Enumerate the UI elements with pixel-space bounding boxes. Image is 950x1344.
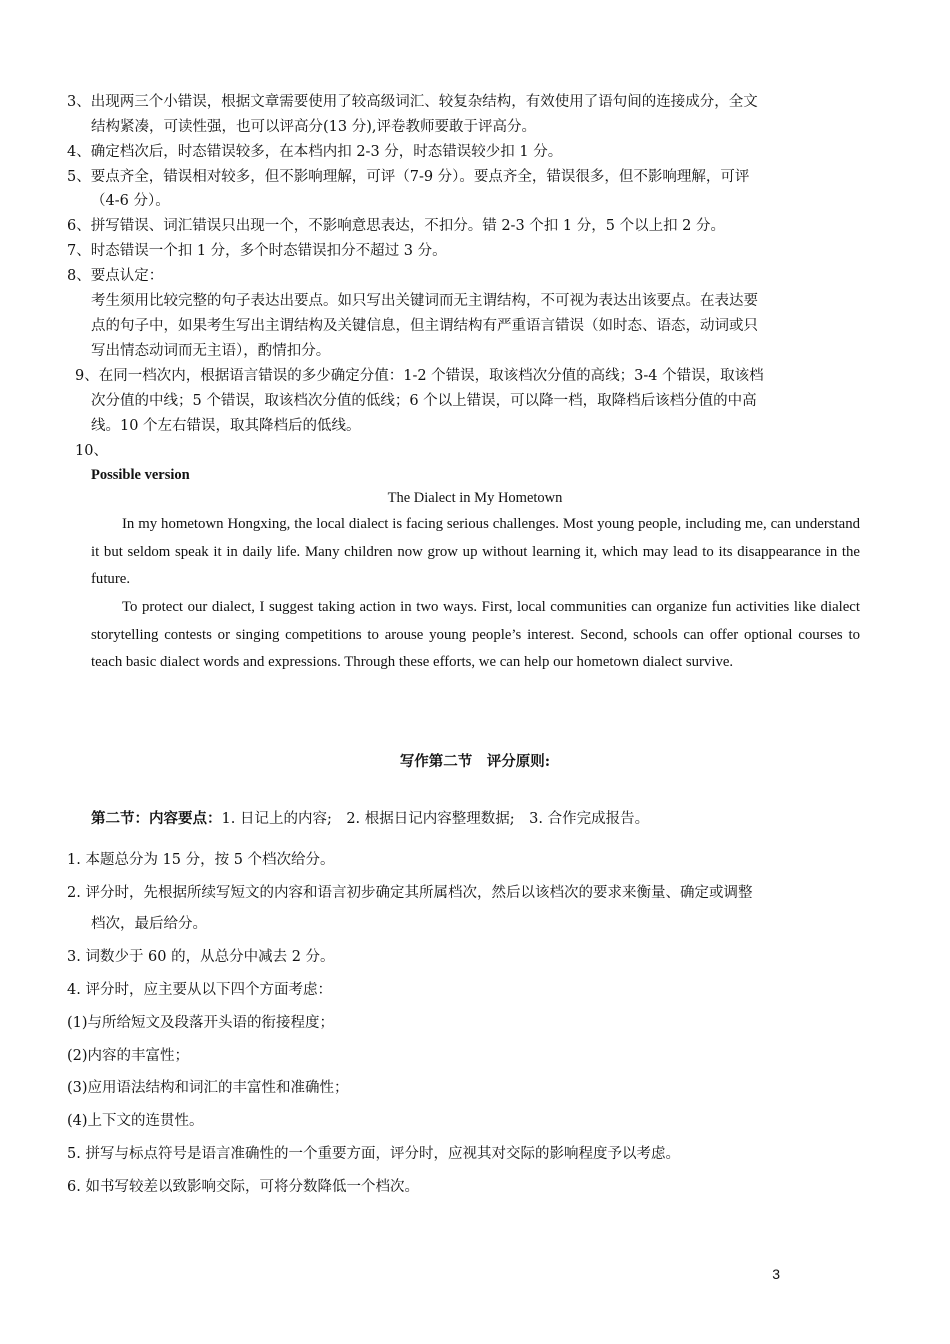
criterion-4-sub-1: (1)与所给短文及段落开头语的衔接程度；: [67, 1015, 335, 1031]
rule-5-line-1: 5、要点齐全，错误相对较多，但不影响理解，可评（7-9 分）。要点齐全，错误很多，但不影响理解，可评: [67, 169, 750, 185]
rule-3-line-2: 结构紧凑，可读性强，也可以评高分(13 分),评卷教师要敢于评高分。: [91, 119, 536, 135]
possible-version-label: Possible version: [91, 467, 190, 483]
rule-6: 6、拼写错误、词汇错误只出现一个，不影响意思表达，不扣分。错 2-3 个扣 1 分，5 个以上扣 2 分。: [67, 218, 726, 234]
criterion-4-sub-2: (2)内容的丰富性；: [67, 1048, 190, 1064]
rule-4: 4、确定档次后，时态错误较多，在本档内扣 2-3 分，时态错误较少扣 1 分。: [67, 144, 563, 160]
rule-8-detail-line-2: 点的句子中，如果考生写出主谓结构及关键信息，但主谓结构有严重语言错误（如时态、语态，动词或只: [91, 318, 758, 334]
rule-8-detail-line-1: 考生须用比较完整的句子表达出要点。如只写出关键词而无主谓结构，不可视为表达出该要点。在表达要: [91, 293, 758, 309]
rule-7: 7、时态错误一个扣 1 分，多个时态错误扣分不超过 3 分。: [67, 243, 447, 259]
criterion-5: 5. 拼写与标点符号是语言准确性的一个重要方面，评分时，应视其对交际的影响程度予以考虑。: [67, 1146, 680, 1162]
content-points-text: 1. 日记上的内容; 2. 根据日记内容整理数据; 3. 合作完成报告。: [221, 811, 650, 827]
criterion-4: 4. 评分时，应主要从以下四个方面考虑：: [67, 982, 332, 998]
essay-title: The Dialect in My Hometown: [387, 490, 563, 506]
rule-8: 8、要点认定：: [67, 268, 164, 284]
rule-9-line-3: 线。10 个左右错误，取其降档后的低线。: [91, 418, 361, 434]
criterion-2-line-2: 档次，最后给分。: [91, 916, 207, 932]
content-points-label: 第二节：内容要点：: [91, 810, 222, 827]
essay-paragraph-2: To protect our dialect, I suggest taking action in two ways. First, local communities can organize fun activities like dialect storytelling contests or singing competitions to arouse young people’s interest. Second, schools can offer optional courses to teach basic dialect words and expressions. Through these efforts, we can help our hometown dialect survive.: [91, 599, 860, 670]
rule-9-line-1: 9、在同一档次内，根据语言错误的多少确定分值：1-2 个错误，取该档次分值的高线；3-4 个错误，取该档: [75, 368, 764, 384]
criterion-2-line-1: 2. 评分时，先根据所续写短文的内容和语言初步确定其所属档次，然后以该档次的要求来衡量、确定或调整: [67, 885, 753, 901]
rule-3-line-1: 3、出现两三个小错误，根据文章需要使用了较高级词汇、较复杂结构，有效使用了语句间的连接成分，全文: [67, 94, 758, 110]
criterion-4-sub-3: (3)应用语法结构和词汇的丰富性和准确性；: [67, 1080, 349, 1096]
rule-9-line-2: 次分值的中线；5 个错误，取该档次分值的低线；6 个以上错误，可以降一档，取降档后该档分值的中高: [91, 393, 757, 409]
rule-10: 10、: [75, 443, 108, 459]
criterion-6: 6. 如书写较差以致影响交际，可将分数降低一个档次。: [67, 1179, 419, 1195]
rule-8-detail-line-3: 写出情态动词而无主语），酌情扣分。: [91, 343, 331, 359]
criterion-3: 3. 词数少于 60 的，从总分中减去 2 分。: [67, 949, 335, 965]
section-2-heading: 写作第二节 评分原则:: [399, 753, 551, 770]
rule-5-line-2: （4-6 分）。: [91, 193, 170, 209]
criterion-4-sub-4: (4)上下文的连贯性。: [67, 1113, 204, 1129]
content-points: [91, 809, 649, 829]
criterion-1: 1. 本题总分为 15 分，按 5 个档次给分。: [67, 852, 335, 868]
page-number: 3: [772, 1266, 780, 1282]
essay-paragraph-1: In my hometown Hongxing, the local dialect is facing serious challenges. Most young people, including me, can understand it but seldom speak it in daily life. Many children now grow up without learning it, which may lead to its disappearance in the future.: [91, 516, 860, 587]
